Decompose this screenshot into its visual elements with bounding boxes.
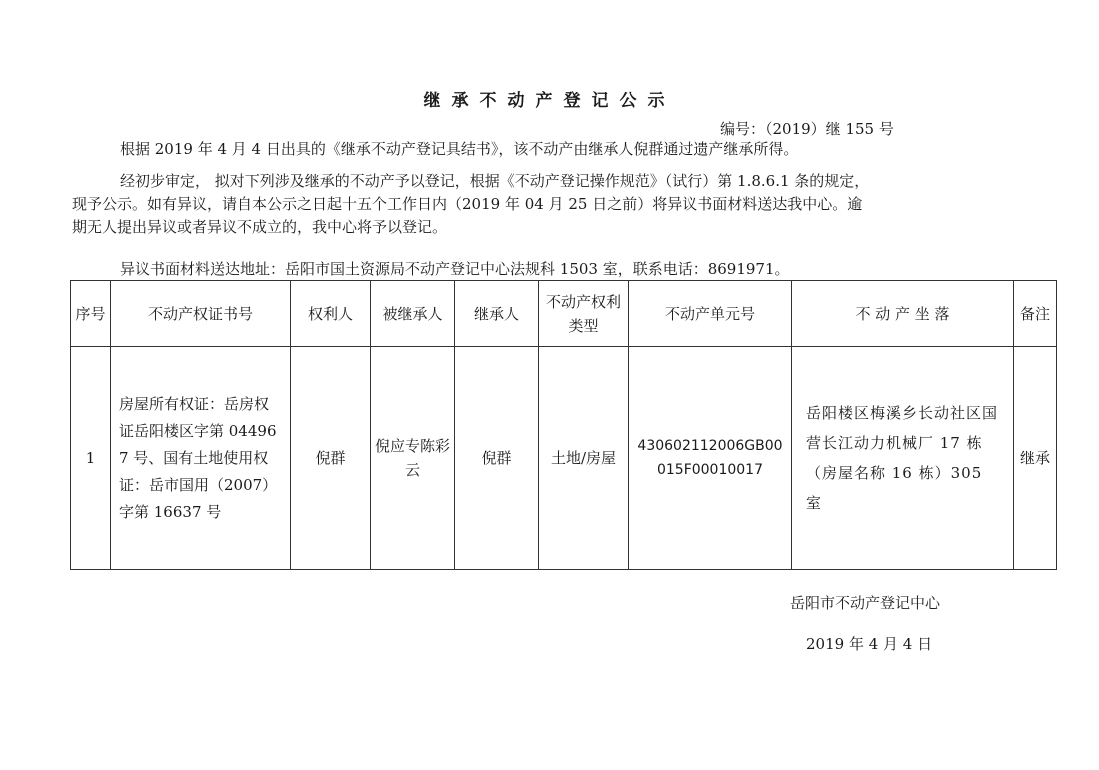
paragraph-inheritance-basis: 根据 2019 年 4 月 4 日出具的《继承不动产登记具结书》，该不动产由继承人倪群通过遗产继承所得。 xyxy=(120,140,799,158)
cell-decedent: 倪应专陈彩云 xyxy=(371,347,455,570)
cell-heir: 倪群 xyxy=(455,347,539,570)
cell-location: 岳阳楼区梅溪乡长动社区国营长江动力机械厂 17 栋（房屋名称 16 栋）305 室 xyxy=(792,347,1014,570)
issuing-organization: 岳阳市不动产登记中心 xyxy=(790,594,941,612)
registration-table xyxy=(70,280,1057,570)
cell-unit-no: 430602112006GB00015F00010017 xyxy=(629,347,792,570)
table-row xyxy=(71,347,1057,570)
header-decedent: 被继承人 xyxy=(371,281,455,347)
cell-cert-no: 房屋所有权证：岳房权证岳阳楼区字第 044967 号、国有土地使用权证：岳市国用（2007）字第 16637 号 xyxy=(111,347,291,570)
header-right-type: 不动产权利类型 xyxy=(539,281,629,347)
header-remark: 备注 xyxy=(1014,281,1057,347)
paragraph-review-line-3: 期无人提出异议或者异议不成立的，我中心将予以登记。 xyxy=(72,218,448,236)
paragraph-objection-address: 异议书面材料送达地址：岳阳市国土资源局不动产登记中心法规科 1503 室，联系电话：8691971。 xyxy=(120,260,790,278)
header-holder: 权利人 xyxy=(291,281,371,347)
cell-holder: 倪群 xyxy=(291,347,371,570)
document-title: 继承不动产登记公示 xyxy=(423,91,676,111)
header-unit-no: 不动产单元号 xyxy=(629,281,792,347)
cell-seq: 1 xyxy=(71,347,111,570)
header-heir: 继承人 xyxy=(455,281,539,347)
header-location: 不 动 产 坐 落 xyxy=(792,281,1014,347)
paragraph-review-line-1: 经初步审定， 拟对下列涉及继承的不动产予以登记，根据《不动产登记操作规范》（试行）第 1.8.6.1 条的规定， xyxy=(120,172,870,190)
header-seq: 序号 xyxy=(71,281,111,347)
cell-right-type: 土地/房屋 xyxy=(539,347,629,570)
paragraph-review-line-2: 现予公示。如有异议，请自本公示之日起十五个工作日内（2019 年 04 月 25 日之前）将异议书面材料送达我中心。逾 xyxy=(72,195,863,213)
issue-date: 2019 年 4 月 4 日 xyxy=(806,635,933,653)
serial-number: 编号：（2019）继 155 号 xyxy=(720,120,894,138)
header-cert-no: 不动产权证书号 xyxy=(111,281,291,347)
table-header-row xyxy=(71,281,1057,347)
cell-remark: 继承 xyxy=(1014,347,1057,570)
